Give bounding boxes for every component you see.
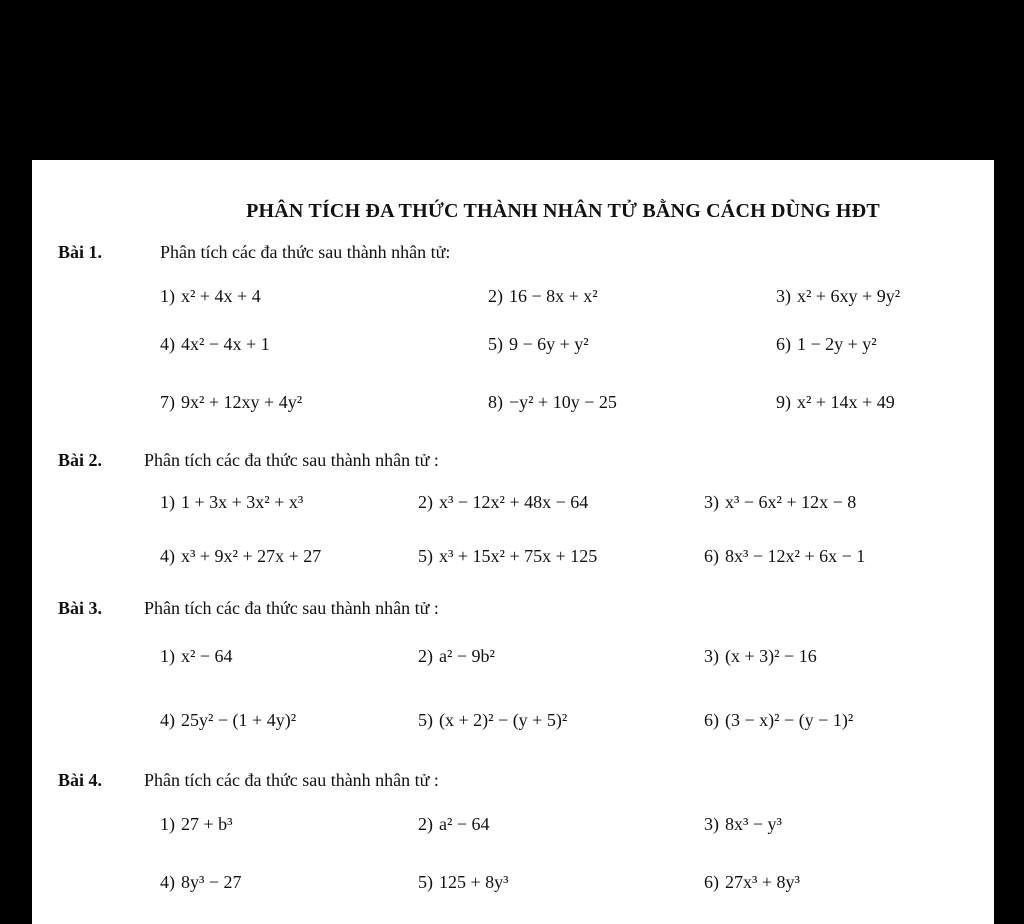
problem: 6) 27x³ + 8y³ — [704, 872, 800, 892]
problem: 5) 125 + 8y³ — [418, 872, 509, 892]
problem: 1) x² + 4x + 4 — [160, 286, 261, 306]
section-label: Bài 1. — [58, 242, 103, 262]
problem: 2) a² − 64 — [418, 814, 490, 834]
problem: 4) 4x² − 4x + 1 — [160, 334, 270, 354]
problem: 4) 8y³ − 27 — [160, 872, 242, 892]
problem: 3) 8x³ − y³ — [704, 814, 782, 834]
section-2-heading — [58, 450, 439, 471]
problem: 8) −y² + 10y − 25 — [488, 392, 617, 412]
problem: 3) x² + 6xy + 9y² — [776, 286, 901, 306]
section-instruction: Phân tích các đa thức sau thành nhân tử : — [144, 770, 439, 790]
problem: 5) x³ + 15x² + 75x + 125 — [418, 546, 598, 566]
problem: 3) (x + 3)² − 16 — [704, 646, 817, 666]
problem: 5) 9 − 6y + y² — [488, 334, 589, 354]
problem: 2) 16 − 8x + x² — [488, 286, 598, 306]
problem: 5) (x + 2)² − (y + 5)² — [418, 710, 568, 730]
problem: 4) x³ + 9x² + 27x + 27 — [160, 546, 322, 566]
section-3-heading — [58, 598, 439, 619]
problem: 6) 1 − 2y + y² — [776, 334, 877, 354]
problem: 1) 27 + b³ — [160, 814, 233, 834]
problem: 2) x³ − 12x² + 48x − 64 — [418, 492, 589, 512]
problem: 7) 9x² + 12xy + 4y² — [160, 392, 303, 412]
section-instruction: Phân tích các đa thức sau thành nhân tử : — [144, 450, 439, 470]
problem: 6) 8x³ − 12x² + 6x − 1 — [704, 546, 866, 566]
problem: 2) a² − 9b² — [418, 646, 495, 666]
section-instruction: Phân tích các đa thức sau thành nhân tử: — [160, 242, 451, 262]
problem: 3) x³ − 6x² + 12x − 8 — [704, 492, 857, 512]
problem: 1) 1 + 3x + 3x² + x³ — [160, 492, 304, 512]
section-label: Bài 4. — [58, 770, 103, 790]
section-instruction: Phân tích các đa thức sau thành nhân tử : — [144, 598, 439, 618]
problem: 9) x² + 14x + 49 — [776, 392, 895, 412]
problem: 4) 25y² − (1 + 4y)² — [160, 710, 297, 730]
section-label: Bài 2. — [58, 450, 103, 470]
section-4-heading — [58, 770, 439, 791]
section-label: Bài 3. — [58, 598, 103, 618]
section-1-heading — [58, 242, 450, 263]
worksheet-page — [32, 160, 994, 924]
problem: 1) x² − 64 — [160, 646, 233, 666]
problem: 6) (3 − x)² − (y − 1)² — [704, 710, 854, 730]
page-title: PHÂN TÍCH ĐA THỨC THÀNH NHÂN TỬ BẰNG CÁCH DÙNG HĐT — [246, 200, 880, 222]
